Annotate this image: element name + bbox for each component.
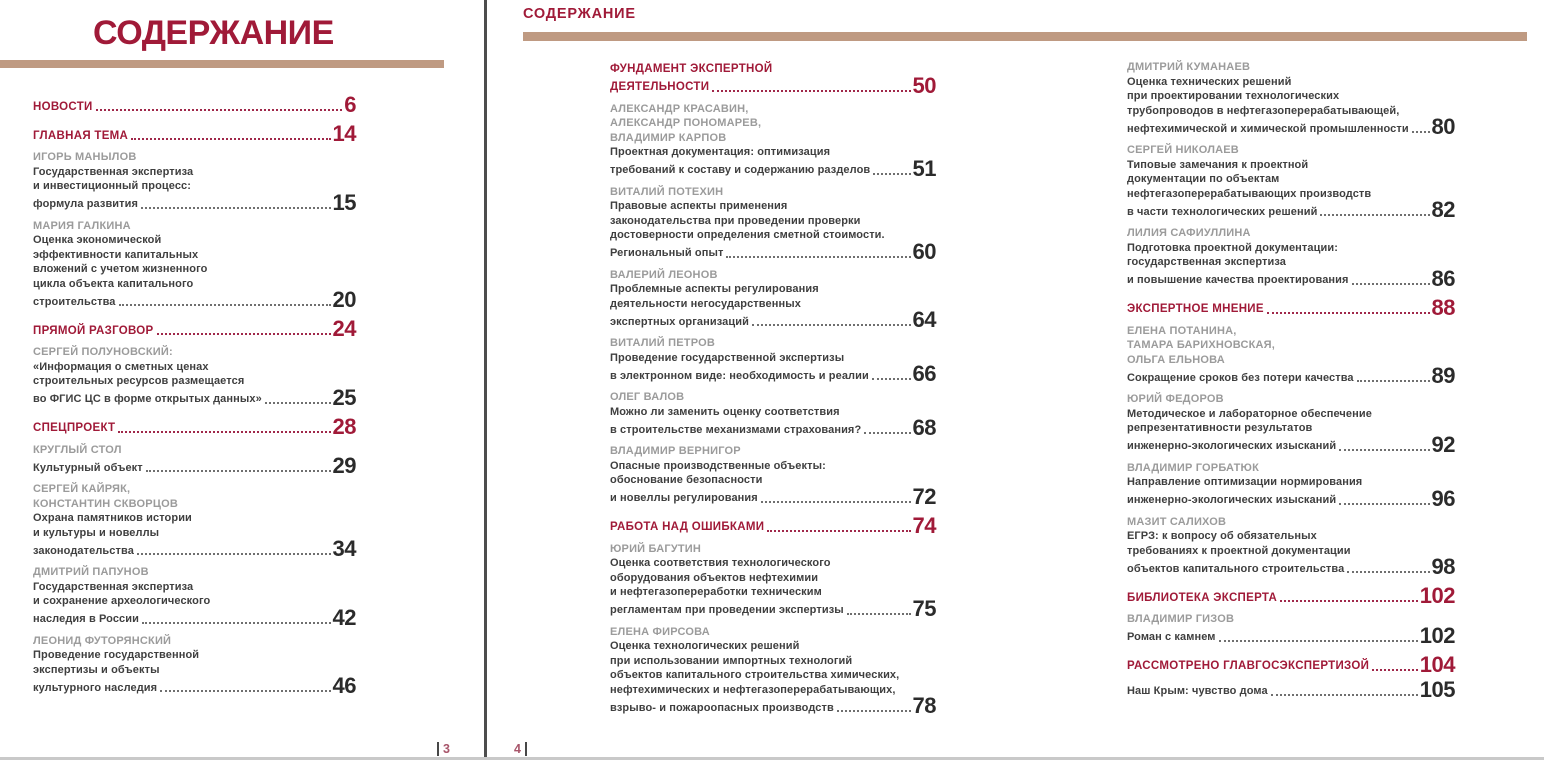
entry-title-line: ФУНДАМЕНТ ЭКСПЕРТНОЙ	[610, 63, 773, 75]
entry-title-line: репрезентативности результатов	[1127, 422, 1313, 434]
entry-authors	[33, 219, 356, 234]
entry-title-line: Сокращение сроков без потери качества	[1127, 371, 1354, 384]
entry-authors	[610, 625, 936, 640]
entry-title-line: ПРЯМОЙ РАЗГОВОР	[33, 324, 154, 337]
dotted-leader	[761, 501, 911, 503]
left-title-rule-bar	[0, 60, 444, 68]
entry-authors	[610, 336, 936, 351]
entry-title-line: Роман с камнем	[1127, 631, 1216, 643]
entry-title-line: и культуры и новеллы	[33, 526, 160, 539]
toc-section-entry	[1127, 294, 1455, 320]
dotted-leader	[160, 690, 330, 692]
entry-title-line: Опасные производственные объекты:	[610, 459, 826, 472]
entry-page-number: 15	[332, 189, 356, 215]
entry-title-line: Проблемные аспекты регулирования	[610, 283, 819, 295]
dotted-leader	[873, 173, 910, 175]
entry-author-line: ВЛАДИМИР КАРПОВ	[610, 131, 727, 144]
entry-title-line: во ФГИС ЦС в форме открытых данных»	[33, 393, 262, 405]
entry-author-line: ТАМАРА БАРИХНОВСКАЯ,	[1127, 339, 1276, 351]
entry-page-number: 72	[912, 483, 936, 509]
entry-title-line: ГЛАВНАЯ ТЕМА	[33, 129, 129, 142]
entry-leader-row	[610, 595, 936, 621]
entry-title-line: экспертных организаций	[610, 315, 749, 328]
toc-article-entry	[1127, 60, 1455, 139]
folio-number: 3	[443, 741, 450, 756]
entry-title-line: РАССМОТРЕНО ГЛАВГОСЭКСПЕРТИЗОЙ	[1127, 660, 1370, 672]
entry-author-line: АЛЕКСАНДР КРАСАВИН,	[610, 102, 749, 115]
toc-section-entry	[1127, 651, 1455, 677]
dotted-leader	[837, 710, 911, 712]
entry-page-number: 89	[1431, 363, 1455, 388]
dotted-leader	[1280, 600, 1418, 602]
entry-authors	[610, 390, 936, 405]
entry-leader-row	[1127, 485, 1455, 511]
entry-title-line: взрыво- и пожароопасных производств	[610, 701, 834, 714]
entry-title-line: формула развития	[33, 198, 139, 210]
dotted-leader	[131, 138, 330, 140]
entry-page-number: 68	[912, 415, 936, 440]
dotted-leader	[1357, 380, 1430, 382]
toc-article-entry	[33, 443, 356, 476]
entry-title-line: деятельности негосударственных	[610, 297, 801, 310]
entry-title-line: трубопроводов в нефтегазоперерабатывающей,	[1127, 104, 1400, 117]
entry-leader-row	[610, 238, 936, 264]
entry-authors	[1127, 515, 1455, 530]
toc-article-entry	[33, 565, 356, 630]
entry-authors	[33, 565, 356, 580]
entry-author-line: СЕРГЕЙ ПОЛУНОВСКИЙ:	[33, 346, 173, 358]
dotted-leader	[1412, 131, 1430, 133]
entry-page-number: 64	[912, 307, 936, 332]
entry-author-line: ВИТАЛИЙ ПЕТРОВ	[610, 337, 715, 349]
entry-author-line: ВЛАДИМИР ВЕРНИГОР	[610, 445, 741, 457]
entry-title-line: нефтегазоперерабатывающих производств	[1127, 187, 1372, 200]
entry-author-line: ОЛЕГ ВАЛОВ	[610, 391, 685, 403]
dotted-leader	[146, 470, 331, 472]
entry-page-number: 24	[332, 316, 356, 341]
entry-author-line: КРУГЛЫЙ СТОЛ	[33, 443, 122, 456]
entry-page-number: 14	[332, 121, 356, 146]
entry-authors	[610, 185, 936, 200]
entry-authors	[1127, 461, 1455, 476]
entry-page-number: 50	[912, 72, 936, 98]
entry-author-line: ЛЕОНИД ФУТОРЯНСКИЙ	[33, 634, 172, 647]
entry-leader-row	[1127, 363, 1455, 388]
dotted-leader	[157, 333, 331, 335]
entry-author-line: КОНСТАНТИН СКВОРЦОВ	[33, 497, 178, 510]
entry-title-line: Правовые аспекты применения	[610, 200, 788, 212]
left-page-title: СОДЕРЖАНИЕ	[93, 14, 334, 52]
entry-page-number: 6	[344, 92, 356, 117]
entry-leader-row	[610, 155, 936, 181]
entry-page-number: 74	[912, 512, 936, 538]
toc-article-entry	[33, 150, 356, 215]
entry-leader-row	[1127, 265, 1455, 291]
entry-page-number: 88	[1431, 294, 1455, 320]
left-page-folio	[437, 741, 454, 756]
toc-article-entry	[33, 482, 356, 561]
entry-leader-row	[33, 604, 356, 630]
entry-title-line: и повышение качества проектирования	[1127, 274, 1349, 286]
toc-article-entry	[610, 102, 936, 181]
entry-authors	[610, 268, 936, 283]
entry-page-number: 66	[912, 361, 936, 386]
toc-column-middle	[610, 62, 936, 722]
toc-column-right	[1127, 60, 1455, 706]
entry-title-line: Оценка экономической	[33, 234, 162, 246]
entry-page-number: 25	[332, 384, 356, 410]
entry-authors	[610, 444, 936, 459]
entry-title-line: и сохранение археологического	[33, 595, 211, 607]
entry-page-number: 96	[1431, 485, 1455, 511]
toc-article-entry	[1127, 392, 1455, 457]
toc-article-entry	[610, 444, 936, 509]
entry-title-line: нефтехимической и химической промышленности	[1127, 122, 1409, 135]
dotted-leader	[864, 432, 910, 434]
entry-leader-row	[33, 384, 356, 410]
entry-title-line: НОВОСТИ	[33, 100, 93, 113]
entry-authors	[610, 102, 936, 146]
entry-leader-row	[1127, 583, 1455, 608]
entry-title-line: при проектировании технологических	[1127, 90, 1340, 102]
entry-title-line: Региональный опыт	[610, 247, 724, 259]
entry-page-number: 82	[1431, 197, 1455, 222]
toc-article-entry	[1127, 324, 1455, 386]
entry-title-line: экспертизы и объекты	[33, 663, 160, 676]
dotted-leader	[137, 553, 331, 555]
entry-leader-row	[1127, 431, 1455, 457]
toc-article-entry	[610, 625, 936, 716]
entry-page-number: 20	[332, 287, 356, 312]
entry-page-number: 92	[1431, 431, 1455, 457]
entry-authors	[1127, 143, 1455, 158]
dotted-leader	[118, 431, 330, 433]
page-gutter-line	[484, 0, 487, 757]
right-page-folio	[510, 741, 527, 756]
entry-title-line: ЭКСПЕРТНОЕ МНЕНИЕ	[1127, 303, 1264, 315]
entry-author-line: ЮРИЙ ФЕДОРОВ	[1127, 393, 1224, 405]
entry-title-line: требований к составу и содержанию разделов	[610, 164, 871, 176]
entry-authors	[33, 150, 356, 165]
entry-title-line: наследия в России	[33, 613, 139, 625]
toc-article-entry	[610, 268, 936, 330]
dotted-leader	[1320, 214, 1429, 216]
toc-section-entry	[33, 92, 356, 117]
entry-leader-row	[1127, 294, 1455, 320]
entry-leader-row	[610, 693, 936, 718]
dotted-leader	[726, 256, 910, 258]
entry-page-number: 46	[332, 673, 356, 698]
entry-page-number: 78	[912, 693, 936, 718]
entry-author-line: ВАЛЕРИЙ ЛЕОНОВ	[610, 268, 718, 281]
toc-section-entry	[33, 121, 356, 146]
entry-authors	[33, 443, 356, 458]
entry-author-line: ЛИЛИЯ САФИУЛЛИНА	[1127, 227, 1251, 239]
entry-authors	[33, 482, 356, 511]
entry-title-line: объектов капитального строительства	[1127, 562, 1345, 575]
entry-author-line: ЮРИЙ БАГУТИН	[610, 542, 702, 555]
entry-page-number: 34	[332, 536, 356, 561]
folio-number: 4	[514, 741, 521, 756]
entry-page-number: 28	[332, 413, 356, 439]
entry-title-line: и нефтегазопереработки техническим	[610, 586, 822, 598]
entry-title-line: регламентам при проведении экспертизы	[610, 604, 844, 616]
toc-article-entry	[610, 542, 936, 621]
right-header-rule-bar	[523, 32, 1527, 41]
entry-leader-row	[33, 673, 356, 698]
entry-author-line: СЕРГЕЙ НИКОЛАЕВ	[1127, 144, 1239, 156]
entry-title-line: Оценка технических решений	[1127, 75, 1292, 88]
folio-divider	[525, 742, 527, 756]
dotted-leader	[1372, 669, 1418, 671]
entry-title-line: требованиях к проектной документации	[1127, 544, 1351, 557]
entry-title-line: Проведение государственной	[33, 649, 200, 661]
toc-article-entry	[33, 634, 356, 696]
toc-article-entry	[1127, 461, 1455, 511]
entry-title-line: Культурный объект	[33, 461, 143, 474]
entry-title-line: культурного наследия	[33, 681, 158, 694]
toc-article-entry	[1127, 143, 1455, 222]
entry-title-line: эффективности капитальных	[33, 248, 199, 261]
entry-authors	[1127, 226, 1455, 241]
entry-title-line: в строительстве механизмами страхования?	[610, 423, 862, 436]
entry-title-line: обоснование безопасности	[610, 474, 763, 486]
entry-author-line: ВИТАЛИЙ ПОТЕХИН	[610, 185, 724, 198]
entry-leader-row	[33, 92, 356, 117]
entry-title-line: РАБОТА НАД ОШИБКАМИ	[610, 521, 765, 533]
toc-article-entry	[1127, 612, 1455, 648]
entry-title-line: Государственная экспертиза	[33, 580, 194, 593]
dotted-leader	[1352, 283, 1430, 285]
entry-author-line: ЕЛЕНА ПОТАНИНА,	[1127, 324, 1237, 337]
entry-title-line: и новеллы регулирования	[610, 492, 758, 504]
entry-authors	[610, 542, 936, 557]
toc-article-entry	[610, 185, 936, 264]
entry-authors	[33, 345, 356, 360]
toc-section-entry	[610, 62, 936, 98]
entry-title-line: цикла объекта капитального	[33, 277, 194, 290]
entry-title-line: в электронном виде: необходимость и реалии	[610, 369, 869, 382]
entry-page-number: 75	[912, 595, 936, 621]
entry-title-line: «Информация о сметных ценах	[33, 360, 209, 373]
dotted-leader	[767, 530, 910, 532]
entry-title-line: и инвестиционный процесс:	[33, 180, 192, 192]
toc-article-entry	[1127, 226, 1455, 291]
entry-author-line: ВЛАДИМИР ГИЗОВ	[1127, 613, 1235, 625]
entry-title-line: строительства	[33, 295, 116, 308]
entry-leader-row	[33, 121, 356, 146]
toc-article-entry	[33, 219, 356, 310]
entry-author-line: ИГОРЬ МАНЫЛОВ	[33, 151, 137, 163]
dotted-leader	[1347, 571, 1429, 573]
entry-page-number: 86	[1431, 265, 1455, 291]
entry-title-line: объектов капитального строительства химических,	[610, 669, 900, 681]
dotted-leader	[96, 109, 343, 111]
entry-title-line: ЕГРЗ: к вопросу об обязательных	[1127, 530, 1317, 542]
toc-article-entry	[610, 336, 936, 386]
entry-title-line: Направление оптимизации нормирования	[1127, 476, 1363, 488]
entry-title-line: СПЕЦПРОЕКТ	[33, 422, 116, 434]
entry-title-line: Оценка технологических решений	[610, 640, 800, 652]
toc-article-entry	[1127, 676, 1455, 702]
entry-title-line: Типовые замечания к проектной	[1127, 158, 1309, 171]
entry-title-line: достоверности определения сметной стоимости.	[610, 229, 885, 241]
entry-leader-row	[33, 189, 356, 215]
entry-leader-row	[1127, 676, 1455, 702]
entry-leader-row	[33, 536, 356, 561]
entry-author-line: ЕЛЕНА ФИРСОВА	[610, 625, 710, 638]
entry-title-line: ДЕЯТЕЛЬНОСТИ	[610, 81, 710, 93]
toc-article-entry	[33, 345, 356, 410]
entry-page-number: 98	[1431, 554, 1455, 579]
entry-title-line: строительных ресурсов размещается	[33, 375, 245, 387]
entry-title-line: Государственная экспертиза	[33, 165, 194, 178]
entry-title-line: документации по объектам	[1127, 173, 1280, 185]
entry-author-line: МАЗИТ САЛИХОВ	[1127, 515, 1227, 528]
dotted-leader	[872, 378, 911, 380]
entry-title-line: инженерно-экологических изысканий	[1127, 494, 1337, 506]
toc-section-entry	[1127, 583, 1455, 608]
entry-page-number: 80	[1431, 114, 1455, 139]
entry-page-number: 105	[1419, 676, 1455, 702]
entry-leader-row	[610, 483, 936, 509]
entry-title-line: Методическое и лабораторное обеспечение	[1127, 407, 1372, 420]
entry-title-line: Подготовка проектной документации:	[1127, 241, 1338, 254]
entry-author-line: ОЛЬГА ЕЛЬНОВА	[1127, 353, 1225, 366]
dotted-leader	[1271, 694, 1418, 696]
entry-page-number: 102	[1419, 583, 1455, 608]
entry-page-number: 29	[332, 453, 356, 478]
entry-authors	[1127, 60, 1455, 75]
entry-author-line: ДМИТРИЙ ПАПУНОВ	[33, 566, 149, 578]
entry-title-line: Наш Крым: чувство дома	[1127, 685, 1268, 697]
dotted-leader	[1339, 449, 1429, 451]
entry-title-line: инженерно-экологических изысканий	[1127, 440, 1337, 452]
entry-title-line: Проектная документация: оптимизация	[610, 146, 831, 158]
entry-title-line: нефтехимических и нефтегазоперерабатывающих,	[610, 683, 896, 696]
entry-authors	[1127, 392, 1455, 407]
entry-leader-row	[1127, 651, 1455, 677]
entry-leader-row	[33, 287, 356, 312]
entry-title-line: законодательства при проведении проверки	[610, 214, 861, 227]
toc-section-entry	[610, 512, 936, 538]
entry-author-line: ДМИТРИЙ КУМАНАЕВ	[1127, 61, 1251, 73]
entry-author-line: АЛЕКСАНДР ПОНОМАРЕВ,	[610, 117, 762, 129]
entry-page-number: 60	[912, 238, 936, 264]
dotted-leader	[141, 207, 330, 209]
dotted-leader	[265, 402, 331, 404]
entry-title-line: Проведение государственной экспертизы	[610, 351, 845, 364]
dotted-leader	[1339, 503, 1429, 505]
entry-title-line: вложений с учетом жизненного	[33, 263, 208, 275]
dotted-leader	[847, 613, 911, 615]
entry-author-line: ВЛАДИМИР ГОРБАТЮК	[1127, 461, 1259, 474]
entry-title-line: Оценка соответствия технологического	[610, 557, 831, 569]
entry-leader-row	[610, 361, 936, 386]
dotted-leader	[752, 324, 911, 326]
toc-section-entry	[33, 316, 356, 341]
entry-authors	[33, 634, 356, 649]
entry-author-line: СЕРГЕЙ КАЙРЯК,	[33, 483, 131, 495]
entry-leader-row	[610, 307, 936, 332]
entry-leader-row	[610, 415, 936, 440]
toc-section-entry	[33, 413, 356, 439]
toc-article-entry	[610, 390, 936, 440]
toc-column-left	[33, 92, 356, 702]
entry-title-line: при использовании импортных технологий	[610, 654, 853, 667]
right-page-header: СОДЕРЖАНИЕ	[523, 6, 636, 22]
entry-leader-row	[33, 413, 356, 439]
toc-article-entry	[1127, 515, 1455, 577]
entry-page-number: 102	[1419, 622, 1455, 648]
entry-leader-row	[610, 72, 936, 98]
entry-title-line: Охрана памятников истории	[33, 512, 192, 524]
entry-leader-row	[1127, 197, 1455, 222]
entry-title-line: оборудования объектов нефтехимии	[610, 571, 819, 584]
entry-author-line: МАРИЯ ГАЛКИНА	[33, 219, 131, 232]
entry-authors	[1127, 324, 1455, 368]
entry-title-line: законодательства	[33, 544, 134, 557]
entry-leader-row	[1127, 554, 1455, 579]
entry-page-number: 42	[332, 604, 356, 630]
entry-title-line: государственная экспертиза	[1127, 256, 1286, 268]
dotted-leader	[712, 90, 910, 92]
entry-leader-row	[610, 512, 936, 538]
dotted-leader	[1267, 312, 1430, 314]
entry-leader-row	[1127, 114, 1455, 139]
dotted-leader	[142, 622, 331, 624]
entry-page-number: 104	[1419, 651, 1455, 677]
entry-title-line: БИБЛИОТЕКА ЭКСПЕРТА	[1127, 591, 1278, 604]
entry-title-line: Можно ли заменить оценку соответствия	[610, 405, 840, 418]
entry-leader-row	[33, 453, 356, 478]
entry-authors	[1127, 612, 1455, 627]
entry-title-line: в части технологических решений	[1127, 205, 1318, 218]
entry-leader-row	[1127, 622, 1455, 648]
entry-leader-row	[33, 316, 356, 341]
dotted-leader	[1219, 640, 1418, 642]
entry-page-number: 51	[912, 155, 936, 181]
dotted-leader	[119, 304, 331, 306]
